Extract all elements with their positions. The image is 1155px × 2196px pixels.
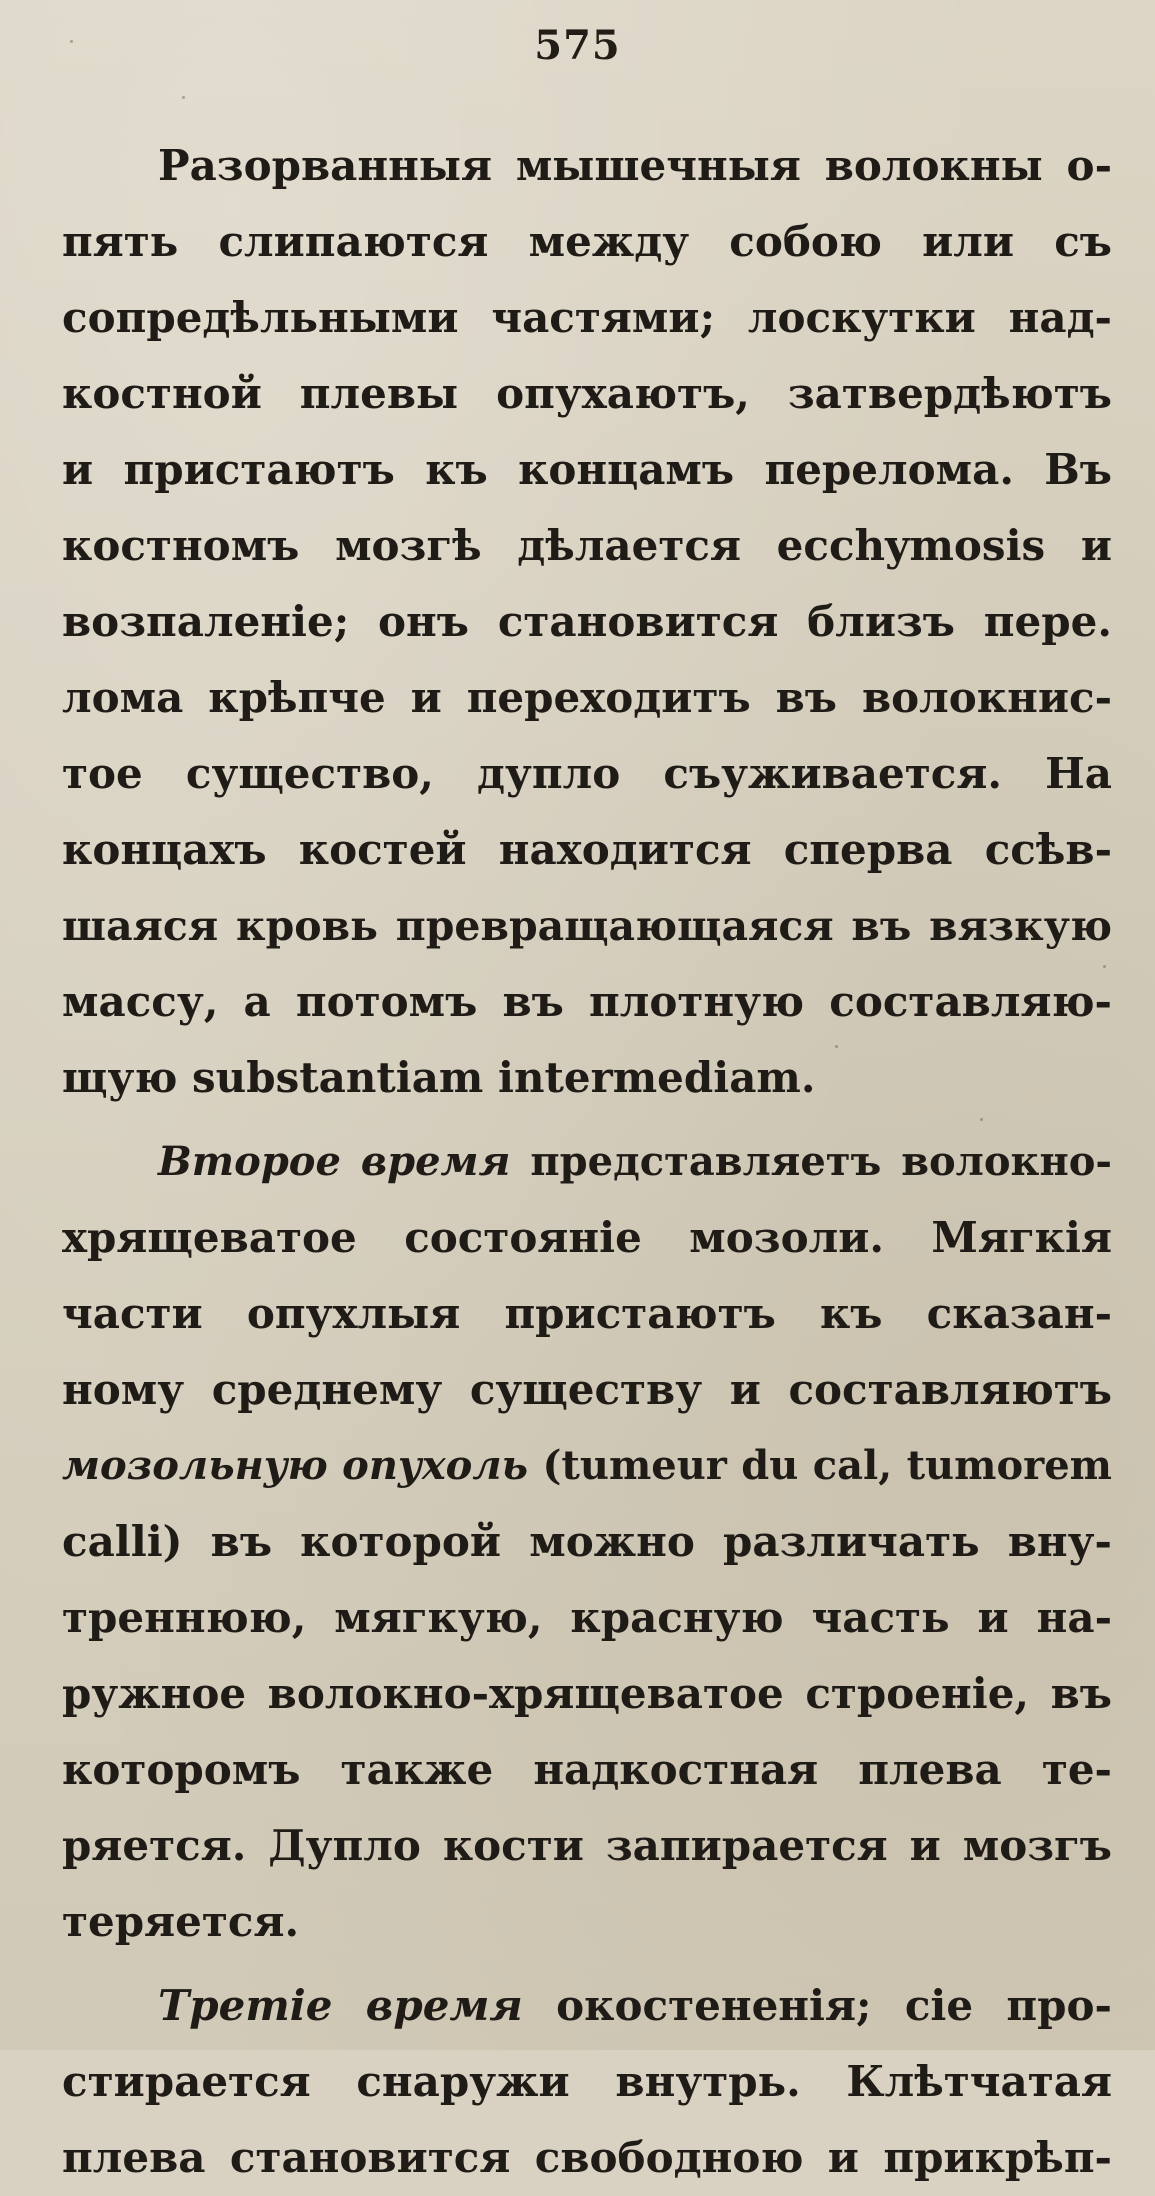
paper-speck	[182, 96, 185, 99]
line-text: теряется.	[62, 1897, 300, 1946]
text-line	[62, 2120, 1112, 2196]
line-text: треннюю, мягкую, красную часть и на-	[62, 1593, 1112, 1642]
text-line	[62, 1276, 1112, 1352]
text-line	[62, 584, 1112, 660]
line-text: Разорванныя мышечныя волокны о-	[158, 141, 1112, 190]
italic-lead: мозольную опухоль	[62, 1442, 529, 1489]
line-text: хрящеватое состояніе мозоли. Мягкія	[62, 1213, 1112, 1262]
italic-lead: Третіе время	[158, 1981, 523, 2030]
text-line	[62, 280, 1112, 356]
line-text: щую substantiam intermediam.	[62, 1053, 816, 1102]
line-text: шаяся кровь превращающаяся въ вязкую	[62, 902, 1112, 950]
text-line	[62, 204, 1112, 280]
line-text: окостененія; сіе про-	[522, 1981, 1112, 2030]
line-text: стирается снаружи внутрь. Клѣтчатая	[62, 2057, 1112, 2106]
paper-speck	[835, 1045, 838, 1048]
text-line	[62, 1656, 1112, 1732]
line-text: костной плевы опухаютъ, затвердѣютъ	[62, 369, 1112, 418]
line-text: и пристаютъ къ концамъ перелома. Въ	[62, 445, 1112, 494]
text-line	[62, 508, 1112, 584]
text-line	[62, 1808, 1112, 1884]
text-line	[62, 1884, 1112, 1960]
text-line	[62, 812, 1112, 888]
line-text: части опухлыя пристаютъ къ сказан-	[62, 1289, 1112, 1338]
text-line	[62, 964, 1112, 1040]
line-text: ному среднему существу и составляютъ	[62, 1365, 1112, 1414]
page-text	[62, 128, 1112, 2196]
text-line	[62, 736, 1112, 812]
text-line	[62, 660, 1112, 736]
line-text: сопредѣльными частями; лоскутки над-	[62, 293, 1112, 342]
line-text: представляетъ волокно-	[510, 1138, 1113, 1185]
line-text: лома крѣпче и переходитъ въ волокнис-	[62, 673, 1112, 722]
paper-speck	[70, 40, 73, 43]
line-text: пять слипаются между собою или съ	[62, 217, 1112, 266]
text-line	[62, 1504, 1112, 1580]
line-text: возпаленіе; онъ становится близъ пере.	[62, 597, 1112, 646]
paper-speck	[1103, 965, 1106, 968]
line-text: calli) въ которой можно различать вну-	[62, 1517, 1112, 1566]
line-text: массу, а потомъ въ плотную составляю-	[62, 977, 1112, 1026]
line-text: которомъ также надкостная плева те-	[62, 1745, 1112, 1794]
italic-lead: Второе время	[158, 1138, 511, 1185]
text-line	[62, 1124, 1112, 1200]
line-text: концахъ костей находится сперва ссѣв-	[62, 825, 1112, 874]
text-line	[62, 1580, 1112, 1656]
text-line	[62, 2044, 1112, 2120]
text-line	[62, 1732, 1112, 1808]
line-text: ряется. Дупло кости запирается и мозгъ	[62, 1821, 1112, 1870]
text-line	[62, 1428, 1112, 1504]
line-text: тое существо, дупло съуживается. На	[62, 749, 1112, 798]
text-line	[62, 1200, 1112, 1276]
text-line	[62, 1352, 1112, 1428]
text-line	[62, 128, 1112, 204]
line-text: (tumeur du cal, tumorem	[528, 1442, 1112, 1489]
page-number: 575	[534, 22, 621, 69]
text-line	[62, 356, 1112, 432]
text-line	[62, 1040, 1112, 1116]
paper-speck	[980, 1118, 983, 1121]
line-text: костномъ мозгѣ дѣлается ecchymosis и	[62, 521, 1112, 570]
line-text: ружное волокно-хрящеватое строеніе, въ	[62, 1669, 1112, 1718]
text-line	[62, 432, 1112, 508]
line-text: плева становится свободною и прикрѣп-	[62, 2133, 1112, 2182]
text-line	[62, 888, 1112, 964]
text-line	[62, 1968, 1112, 2044]
